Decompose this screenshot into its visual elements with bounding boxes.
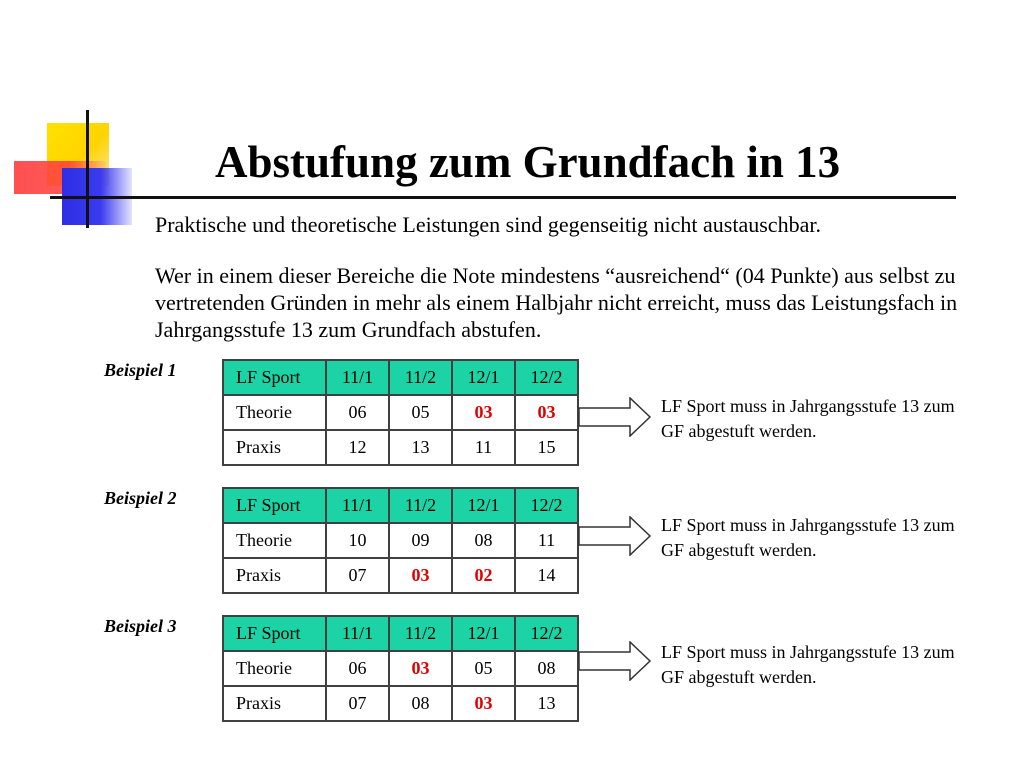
header-cell: LF Sport [223, 488, 326, 523]
table-cell: Praxis [223, 430, 326, 465]
table-cell: 05 [389, 395, 452, 430]
example-label-2: Beispiel 2 [104, 488, 177, 508]
table-cell: Theorie [223, 651, 326, 686]
table-cell: Theorie [223, 395, 326, 430]
result-text-2: LF Sport muss in Jahrgangsstufe 13 zum GF abgestuft werden. [661, 515, 955, 560]
table-cell: Theorie [223, 523, 326, 558]
table-cell: 10 [326, 523, 389, 558]
table-cell: 14 [515, 558, 578, 593]
table-header-row [223, 616, 578, 651]
header-cell: 12/1 [452, 360, 515, 395]
header-cell: 11/1 [326, 616, 389, 651]
right-arrow-icon [578, 516, 652, 556]
table-row [223, 686, 578, 721]
right-arrow-icon [578, 397, 652, 437]
paragraph-1: Praktische und theoretische Leistungen sind gegenseitig nicht austauschbar. [155, 212, 821, 237]
table-cell: 07 [326, 558, 389, 593]
table-header-row [223, 488, 578, 523]
table-row [223, 395, 578, 430]
example-label-1: Beispiel 1 [104, 360, 177, 380]
grade-table-2 [222, 487, 579, 594]
table-cell: 12 [326, 430, 389, 465]
result-text-3: LF Sport muss in Jahrgangsstufe 13 zum GF abgestuft werden. [661, 642, 955, 687]
table-cell: 11 [452, 430, 515, 465]
header-cell: 11/2 [389, 488, 452, 523]
table-cell-highlight: 02 [452, 558, 515, 593]
header-cell: 12/1 [452, 616, 515, 651]
table-cell-highlight: 03 [515, 395, 578, 430]
header-cell: 12/2 [515, 616, 578, 651]
table-cell: 07 [326, 686, 389, 721]
header-cell: 12/2 [515, 488, 578, 523]
header-cell: LF Sport [223, 616, 326, 651]
header-cell: 11/1 [326, 360, 389, 395]
table-cell: 11 [515, 523, 578, 558]
table-cell: 08 [389, 686, 452, 721]
table-cell: 08 [515, 651, 578, 686]
table-cell: 15 [515, 430, 578, 465]
slide-logo [0, 0, 160, 240]
table-cell: 05 [452, 651, 515, 686]
header-cell: 11/2 [389, 360, 452, 395]
table-cell-highlight: 03 [452, 395, 515, 430]
header-cell: 11/2 [389, 616, 452, 651]
table-row [223, 523, 578, 558]
table-row [223, 651, 578, 686]
table-cell: Praxis [223, 686, 326, 721]
slide-title: Abstufung zum Grundfach in 13 [215, 137, 841, 187]
title-underline [50, 196, 956, 199]
table-cell: 13 [389, 430, 452, 465]
header-cell: 11/1 [326, 488, 389, 523]
grade-table-1 [222, 359, 579, 466]
table-cell: 09 [389, 523, 452, 558]
table-cell-highlight: 03 [389, 558, 452, 593]
right-arrow-icon [578, 641, 652, 681]
table-cell: Praxis [223, 558, 326, 593]
logo-vertical-line [86, 110, 89, 228]
grade-table-3 [222, 615, 579, 722]
table-cell: 06 [326, 395, 389, 430]
table-header-row [223, 360, 578, 395]
table-cell: 13 [515, 686, 578, 721]
header-cell: 12/1 [452, 488, 515, 523]
header-cell: 12/2 [515, 360, 578, 395]
table-cell-highlight: 03 [389, 651, 452, 686]
header-cell: LF Sport [223, 360, 326, 395]
table-row [223, 430, 578, 465]
result-text-1: LF Sport muss in Jahrgangsstufe 13 zum GF abgestuft werden. [661, 396, 955, 441]
table-cell: 08 [452, 523, 515, 558]
paragraph-2: Wer in einem dieser Bereiche die Note mindestens “ausreichend“ (04 Punkte) aus selbst zu vertretenden Gründen in mehr als einem Halbjahr nicht erreicht, muss das Leistungsfach in Jahrgangsstufe 13 zum Grundfach abstufen. [155, 263, 958, 342]
table-cell-highlight: 03 [452, 686, 515, 721]
table-row [223, 558, 578, 593]
table-cell: 06 [326, 651, 389, 686]
example-label-3: Beispiel 3 [104, 616, 177, 636]
